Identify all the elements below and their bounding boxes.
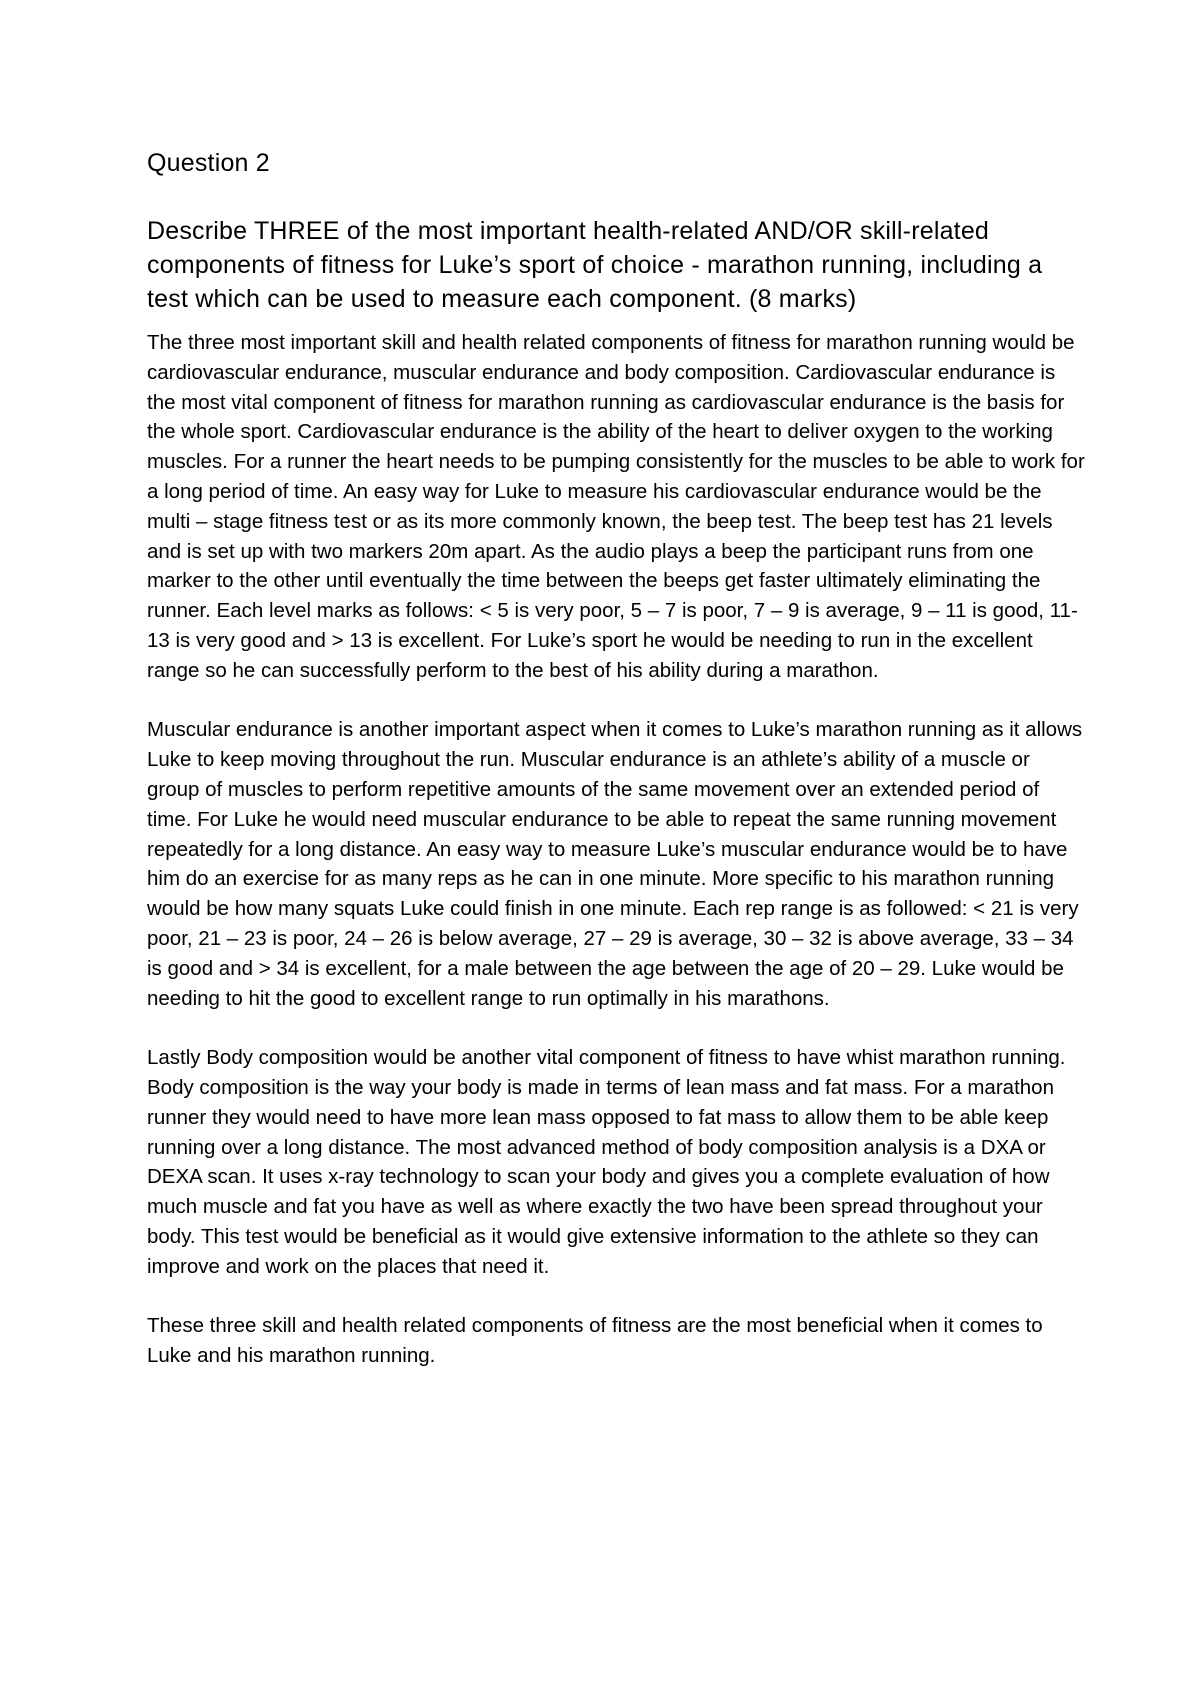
question-prompt-text: Describe THREE of the most important health-related AND/OR skill-related components of fitness for Luke’s sport of choice - marathon running, including a test which can be used to measure each component. (8 marks) (147, 217, 1043, 313)
answer-paragraph-muscular: Muscular endurance is another important aspect when it comes to Luke’s marathon running as it allows Luke to keep moving throughout the run. Muscular endurance is an athlete’s ability of a muscle or group of muscles to perform repetitive amounts of the same movement over an extended period of time. For Luke he would need muscular endurance to be able to repeat the same running movement repeatedly for a long distance. An easy way to measure Luke’s muscular endurance would be to have him do an exercise for as many reps as he can in one minute. More specific to his marathon running would be how many squats Luke could finish in one minute. Each rep range is as followed: < 21 is very poor, 21 – 23 is poor, 24 – 26 is below average, 27 – 29 is average, 30 – 32 is above average, 33 – 34 is good and > 34 is excellent, for a male between the age between the age of 20 – 29. Luke would be needing to hit the good to excellent range to run optimally in his marathons. (147, 718, 1083, 1010)
answer-body (147, 328, 1087, 1371)
answer-paragraph-conclusion: These three skill and health related components of fitness are the most beneficial when it comes to Luke and his marathon running. (147, 1314, 1043, 1368)
question-prompt (147, 214, 1087, 316)
answer-paragraph-cardiovascular: The three most important skill and health related components of fitness for marathon running would be cardiovascular endurance, muscular endurance and body composition. Cardiovascular endurance is the most vital component of fitness for marathon running as cardiovascular endurance is the basis for the whole sport. Cardiovascular endurance is the ability of the heart to deliver oxygen to the working muscles. For a runner the heart needs to be pumping consistently for the muscles to be able to work for a long period of time. An easy way for Luke to measure his cardiovascular endurance would be the multi – stage fitness test or as its more commonly known, the beep test. The beep test has 21 levels and is set up with two markers 20m apart. As the audio plays a beep the participant runs from one marker to the other until eventually the time between the beeps get faster ultimately eliminating the runner. Each level marks as follows: < 5 is very poor, 5 – 7 is poor, 7 – 9 is average, 9 – 11 is good, 11- 13 is very good and > 13 is excellent. For Luke’s sport he would be needing to run in the excellent range so he can successfully perform to the best of his ability during a marathon. (147, 331, 1085, 682)
answer-paragraph-body-composition: Lastly Body composition would be another vital component of fitness to have whist marathon running. Body composition is the way your body is made in terms of lean mass and fat mass. For a marathon runner they would need to have more lean mass opposed to fat mass to allow them to be able keep running over a long distance. The most advanced method of body composition analysis is a DXA or DEXA scan. It uses x-ray technology to scan your body and gives you a complete evaluation of how much muscle and fat you have as well as where exactly the two have been spread throughout your body. This test would be beneficial as it would give extensive information to the athlete so they can improve and work on the places that need it. (147, 1046, 1066, 1278)
question-heading: Question 2 (147, 149, 270, 177)
document-content (147, 146, 1087, 1371)
